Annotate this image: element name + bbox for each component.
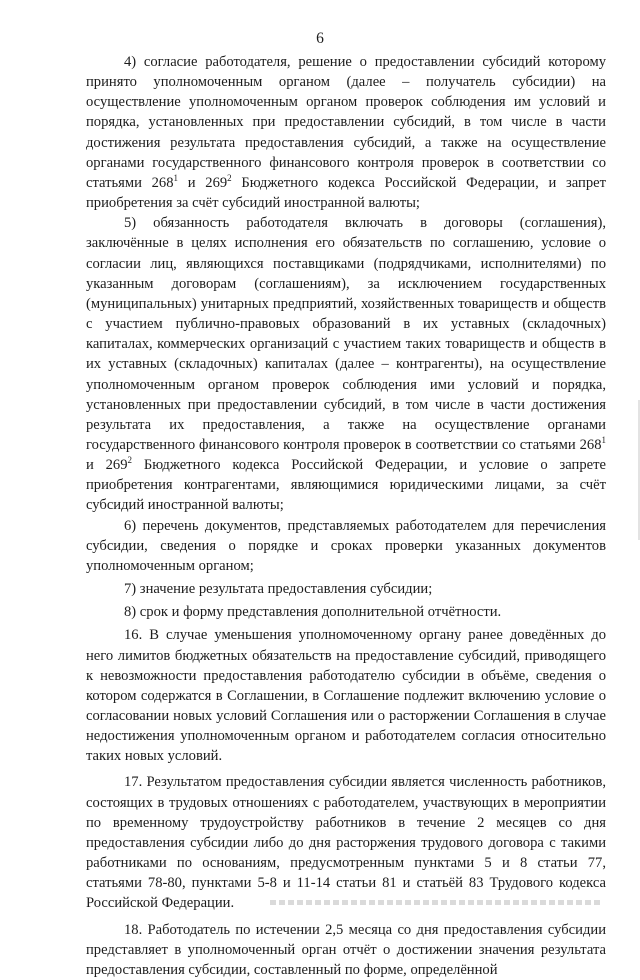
paragraph (86, 52, 606, 213)
document-body (86, 52, 606, 980)
paragraph-text: 18. Работодатель по истечении 2,5 месяца со дня предоставления субсидии представляет в уполномоченный орган отчёт о достижении значения результата предоставления субсидии, составленный по форме, определённой (86, 921, 606, 978)
superscript: 2 (227, 173, 232, 184)
paragraph-text: 6) перечень документов, представляемых работодателем для перечисления субсидии, сведения о порядке и сроках проверки указанных документов уполномоченным органом; (86, 517, 606, 574)
paragraph (86, 602, 606, 622)
paragraph-text: 7) значение результата предоставления субсидии; (124, 581, 433, 598)
superscript: 2 (127, 455, 133, 466)
superscript: 1 (173, 173, 179, 184)
paragraph (86, 772, 606, 913)
paragraph-text: и 269 (86, 457, 128, 474)
paragraph-text: Бюджетного кодекса Российской Федерации, и условие о запрете приобретения контрагентами, являющимися юридическими лицами, за счёт субсидий иностранной валюты; (86, 457, 606, 514)
paragraph (86, 579, 606, 599)
paragraph-text: 5) обязанность работодателя включать в договоры (соглашения), заключённые в целях исполнения его обязательств по соглашению, условие о согласии лиц, являющихся поставщиками (подрядчиками, исполнителями) по указанным договорам (соглашениям), за исключением государственных (муниципальных) унитарных предприятий, хозяйственных товариществ и обществ с участием публично-правовых образований в их уставных (складочных) капиталах, коммерческих организаций с участием таких товариществ и обществ в их уставных (складочных) капиталах (далее – контрагенты), на осуществление уполномоченным органом проверок соблюдения ими условий и порядка, установленных при предоставлении субсидий, в том числе в части достижения результата их предоставления, а также на осуществление органами государственного финансового контроля проверок в соответствии со статьями 268 (86, 215, 606, 453)
paragraph-text: и 269 (178, 174, 228, 191)
paragraph-text: 8) срок и форму представления дополнительной отчётности. (124, 604, 502, 621)
paragraph-text: 4) согласие работодателя, решение о предоставлении субсидий которому принято уполномоченным органом (далее – получатель субсидии) на осуществление уполномоченным органом проверок соблюдения им условий и порядка, установленных при предоставлении субсидий, в том числе в части достижения результата предоставления субсидий, а также на осуществление органами государственного финансового контроля проверок в соответствии со статьями 268 (86, 54, 606, 191)
paragraph (86, 213, 606, 515)
paragraph (86, 625, 606, 766)
paragraph (86, 516, 606, 576)
paragraph (86, 920, 606, 980)
paragraph-text: 16. В случае уменьшения уполномоченному органу ранее доведённых до него лимитов бюджетных обязательств на предоставление субсидий, приводящего к невозможности предоставления работодателю субсидии в объёме, сведения о котором содержатся в Соглашении, в Соглашение подлежит включению условие о согласовании новых условий Соглашения или о расторжении Соглашения в случае недостижения уполномоченным органом и работодателем согласия относительно таких новых условий. (86, 627, 606, 765)
page-number: 6 (316, 30, 324, 47)
paragraph-text: Бюджетного кодекса Российской Федерации, и запрет приобретения за счёт субсидий иностранной валюты; (86, 174, 606, 212)
paragraph-text: 17. Результатом предоставления субсидии является численность работников, состоящих в трудовых отношениях с работодателем, участвующих в мероприятии по временному трудоустройству работников в течение 2 месяцев со дня предоставления субсидии либо до дня расторжения трудового договора с такими работниками по основаниям, предусмотренным пунктами 5 и 8 статьи 77, статьями 78-80, пунктами 5-8 и 11-14 статьи 81 и статьёй 83 Трудового кодекса Российской Федерации. (86, 774, 606, 912)
superscript: 1 (601, 435, 606, 446)
scan-artifact-bottom (270, 900, 600, 905)
